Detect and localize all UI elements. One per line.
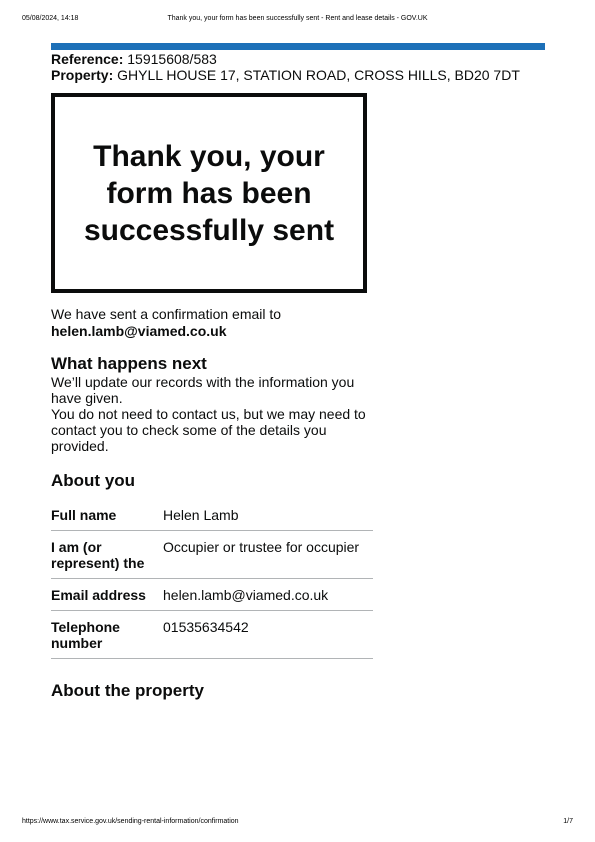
print-page-title: Thank you, your form has been successfully sent - Rent and lease details - GOV.UK [167,15,428,22]
about-you-summary-list [51,507,373,659]
print-page-number: 1/7 [563,818,573,825]
what-happens-next-heading: What happens next [51,354,207,373]
print-url: https://www.tax.service.gov.uk/sending-rental-information/confirmation [22,818,239,825]
reference-line [51,51,545,67]
summary-key: Full name [51,507,163,531]
confirmation-message [51,306,371,340]
panel-title: Thank you, your form has been successfully sent [83,139,335,247]
reference-label: Reference: [51,51,124,67]
summary-value: 01535634542 [163,611,373,659]
property-label: Property: [51,67,114,83]
reference-value: 15915608/583 [127,51,217,67]
header-accent-bar [51,43,545,50]
property-value: GHYLL HOUSE 17, STATION ROAD, CROSS HILLS, BD20 7DT [117,67,520,83]
property-line [51,67,545,83]
about-property-heading: About the property [51,681,204,700]
summary-row-full-name [51,507,373,531]
print-footer [22,818,573,830]
summary-key: Email address [51,579,163,611]
summary-key: Telephone number [51,611,163,659]
about-you-heading: About you [51,471,136,490]
summary-row-telephone [51,611,373,659]
summary-row-email [51,579,373,611]
summary-key: I am (or represent) the [51,531,163,579]
next-paragraph-1: We’ll update our records with the information you have given. [51,374,355,406]
print-header [22,15,573,27]
confirmation-text: We have sent a confirmation email to [51,306,282,322]
summary-row-role [51,531,373,579]
print-datetime: 05/08/2024, 14:18 [22,15,79,22]
confirmation-email: helen.lamb@viamed.co.uk [51,323,227,339]
confirmation-panel [51,93,367,293]
main-content [51,51,545,701]
summary-value: Helen Lamb [163,507,373,531]
summary-value: Occupier or trustee for occupier [163,531,373,579]
summary-value: helen.lamb@viamed.co.uk [163,579,373,611]
next-paragraph-2: You do not need to contact us, but we may need to contact you to check some of the details you provided. [51,406,366,454]
